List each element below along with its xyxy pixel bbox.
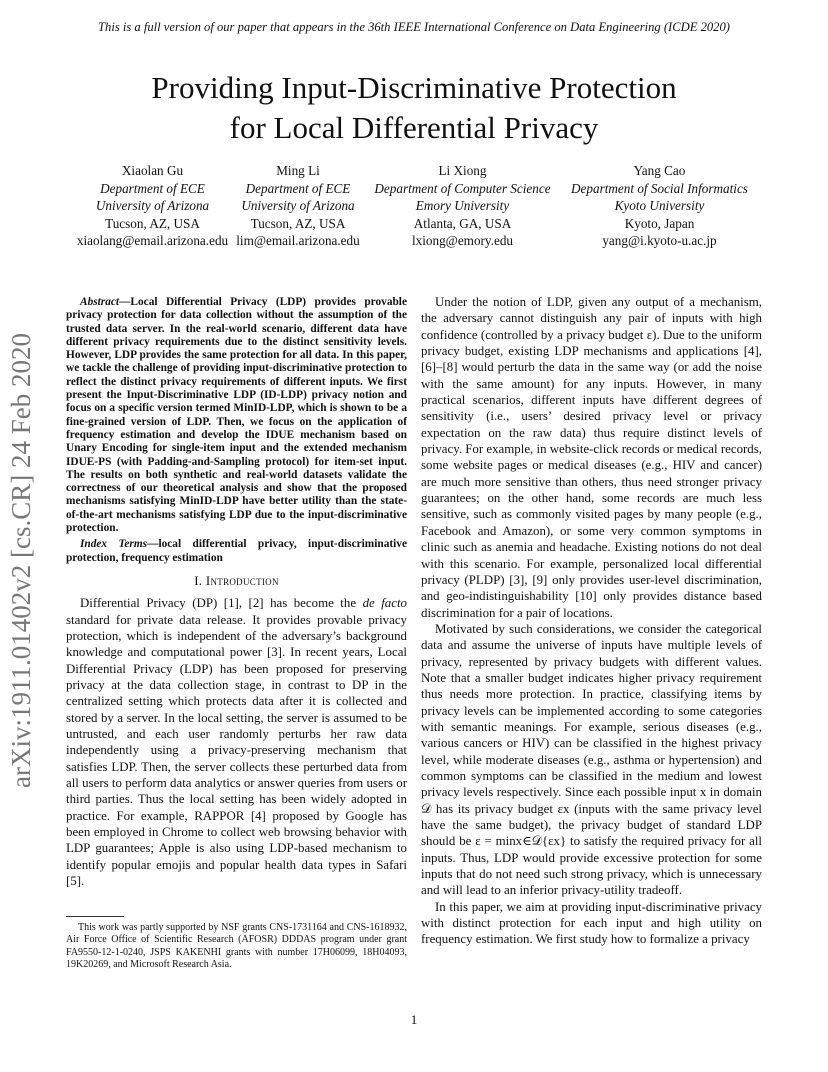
paragraph: Motivated by such considerations, we consider the categorical data and assume the universe of inputs have multiple levels of privacy, represented by privacy budgets with different values. Note that a smaller budget indicates higher privacy requirement thus needs more protection. In practice, classifying items by privacy levels can be implemented according to some categories with semantic meanings. For example, serious diseases (e.g., various cancers or HIV) can be classified in the highest privacy level, while moderate diseases (e.g., asthma or hypertension) and common symptoms can be classified in the medium and lowest privacy levels respectively. Since each possible input x in domain 𝒟 has its privacy budget εx (inputs with the same privacy level have the same budget), the privacy budget of standard LDP should be ε = minx∈𝒟{εx} to satisfy the required privacy for all inputs. Thus, LDP would provide excessive protection for some inputs that do not need such strong privacy, which is unnecessary and will lead to an inferior privacy-utility tradeoff. <box>421 621 762 898</box>
right-column <box>421 294 762 948</box>
author-email: lxiong@emory.edu <box>411 233 514 248</box>
author-email: xiaolang@email.arizona.edu <box>76 233 229 248</box>
footnote-rule <box>66 916 124 917</box>
author-univ: University of Arizona <box>95 198 210 213</box>
title-line-2: for Local Differential Privacy <box>229 110 599 145</box>
abstract-label: Abstract <box>80 296 120 308</box>
left-column <box>66 296 407 889</box>
author-email: yang@i.kyoto-u.ac.jp <box>602 233 717 248</box>
footnote-block <box>66 922 407 972</box>
author-name: Ming Li <box>276 163 320 178</box>
intro-text-cont: standard for private data release. It provides provable privacy protection, which is independent of the adversary’s background knowledge and computational power [3]. In recent years, Local Differential Privacy (LDP) has been proposed for preserving privacy at the data collection stage, in contrast to DP in the centralized setting which protects data after it is collected and stored by a server. In the local setting, the server is assumed to be untrusted, and each user randomly perturbs her raw data independently using a privacy-preserving mechanism that satisfies LDP. Then, the server collects these perturbed data from all users to perform data analytics or answer queries from users or third parties. Thus the local setting has been widely adopted in practice. For example, RAPPOR [4] proposed by Google has been employed in Chrome to collect web browsing behavior with LDP guarantees; Apple is also using LDP-based mechanism to identify popular emojis and popular health data types in Safari [5]. <box>66 612 407 889</box>
author-univ: Kyoto University <box>614 198 705 213</box>
intro-emphasis: de facto <box>362 596 407 611</box>
author-location: Tucson, AZ, USA <box>250 215 346 231</box>
section-heading <box>66 573 407 589</box>
abstract-text: —Local Differential Privacy (LDP) provides provable privacy protection for data collection without the assumption of the trusted data server. In the real-world scenario, different data have different privacy requirements due to the distinct sensitivity levels. However, LDP provides the same protection for all data. In this paper, we tackle the challenge of providing input-discriminative protection to reflect the distinct privacy requirements of different inputs. We first present the Input-Discriminative LDP (ID-LDP) privacy notion and focus on a specific version termed MinID-LDP, which is shown to be a fine-grained version of LDP. Then, we focus on the application of frequency estimation and develop the IDUE mechanism based on Unary Encoding for single-item input and the extended mechanism IDUE-PS (with Padding-and-Sampling protocol) for item-set input. The results on both synthetic and real-world datasets validate the correctness of our theoretical analysis and show that the proposed mechanisms satisfying MinID-LDP have better utility than the state-of-the-art mechanisms satisfying LDP due to the input-discriminative protection. <box>66 296 407 535</box>
author-name: Li Xiong <box>438 163 487 178</box>
index-terms <box>66 538 407 565</box>
author-block <box>562 162 757 250</box>
title-line-1: Providing Input-Discriminative Protection <box>151 70 677 105</box>
author-dept: Department of ECE <box>100 180 205 196</box>
author-email: lim@email.arizona.edu <box>236 233 360 248</box>
author-dept: Department of Computer Science <box>374 180 551 196</box>
intro-text: Differential Privacy (DP) [1], [2] has become the <box>80 596 363 611</box>
footnote: This work was partly supported by NSF grants CNS-1731164 and CNS-1618932, Air Force Office of Scientific Research (AFOSR) DDDAS program under grant FA9550-12-1-0240, JSPS KAKENHI grants with number 17H06099, 18H04093, 19K20269, and Microsoft Research Asia. <box>66 922 407 971</box>
index-terms-label: Index Terms <box>80 538 148 551</box>
abstract <box>66 296 407 535</box>
arxiv-sidebar-id: arXiv:1911.01402v2 [cs.CR] 24 Feb 2020 <box>6 333 36 788</box>
author-block <box>70 162 235 250</box>
author-location: Atlanta, GA, USA <box>413 215 512 231</box>
author-univ: University of Arizona <box>241 198 355 213</box>
paper-title <box>0 68 828 148</box>
index-terms-text: —local differential privacy, input-discriminative protection, frequency estimation <box>66 538 408 564</box>
author-name: Yang Cao <box>633 163 686 178</box>
paragraph: In this paper, we aim at providing input-discriminative privacy with distinct protection for each input and high utility on frequency estimation. We first study how to formalize a privacy <box>421 899 762 947</box>
paragraph: Under the notion of LDP, given any output of a mechanism, the adversary cannot distinguish any pair of inputs with high confidence (controlled by a privacy budget ε). Due to the uniform privacy budget, existing LDP mechanisms and applications [4], [6]–[8] would perturb the data in the same way (or add the noise with the same amount) for any inputs. However, in many practical scenarios, different inputs have different degrees of sensitivity (i.e., users’ desired privacy level or privacy expectation on the raw data) thus require distinct levels of privacy. For example, in website-click records or medical records, some website pages or medical diseases (e.g., HIV and cancer) are much more sensitive than others, thus need stronger privacy guarantees; on the other hand, some records are much less sensitive, such as commonly visited pages by many people (e.g., Facebook and Amazon), or some very common symptoms in clinic such as anemia and headache. Existing notions do not deal with this scenario. For example, personalized local differential privacy (PLDP) [3], [9] only provides user-level discrimination, and geo-indistinguishability [10] only provides distance based discrimination for a pair of locations. <box>421 295 762 620</box>
author-dept: Department of Social Informatics <box>571 180 748 196</box>
author-dept: Department of ECE <box>245 180 351 196</box>
author-univ: Emory University <box>415 198 510 213</box>
page-number: 1 <box>410 1012 418 1027</box>
author-block <box>365 162 560 250</box>
author-location: Tucson, AZ, USA <box>105 215 200 231</box>
author-name: Xiaolan Gu <box>121 163 184 178</box>
intro-paragraph <box>66 595 407 889</box>
author-location: Kyoto, Japan <box>624 215 695 231</box>
section-number: I. <box>194 573 203 588</box>
conference-note: This is a full version of our paper that appears in the 36th IEEE International Conference on Data Engineering (ICDE 2020) <box>98 20 730 34</box>
author-block <box>233 162 363 250</box>
section-title: Introduction <box>205 573 279 588</box>
